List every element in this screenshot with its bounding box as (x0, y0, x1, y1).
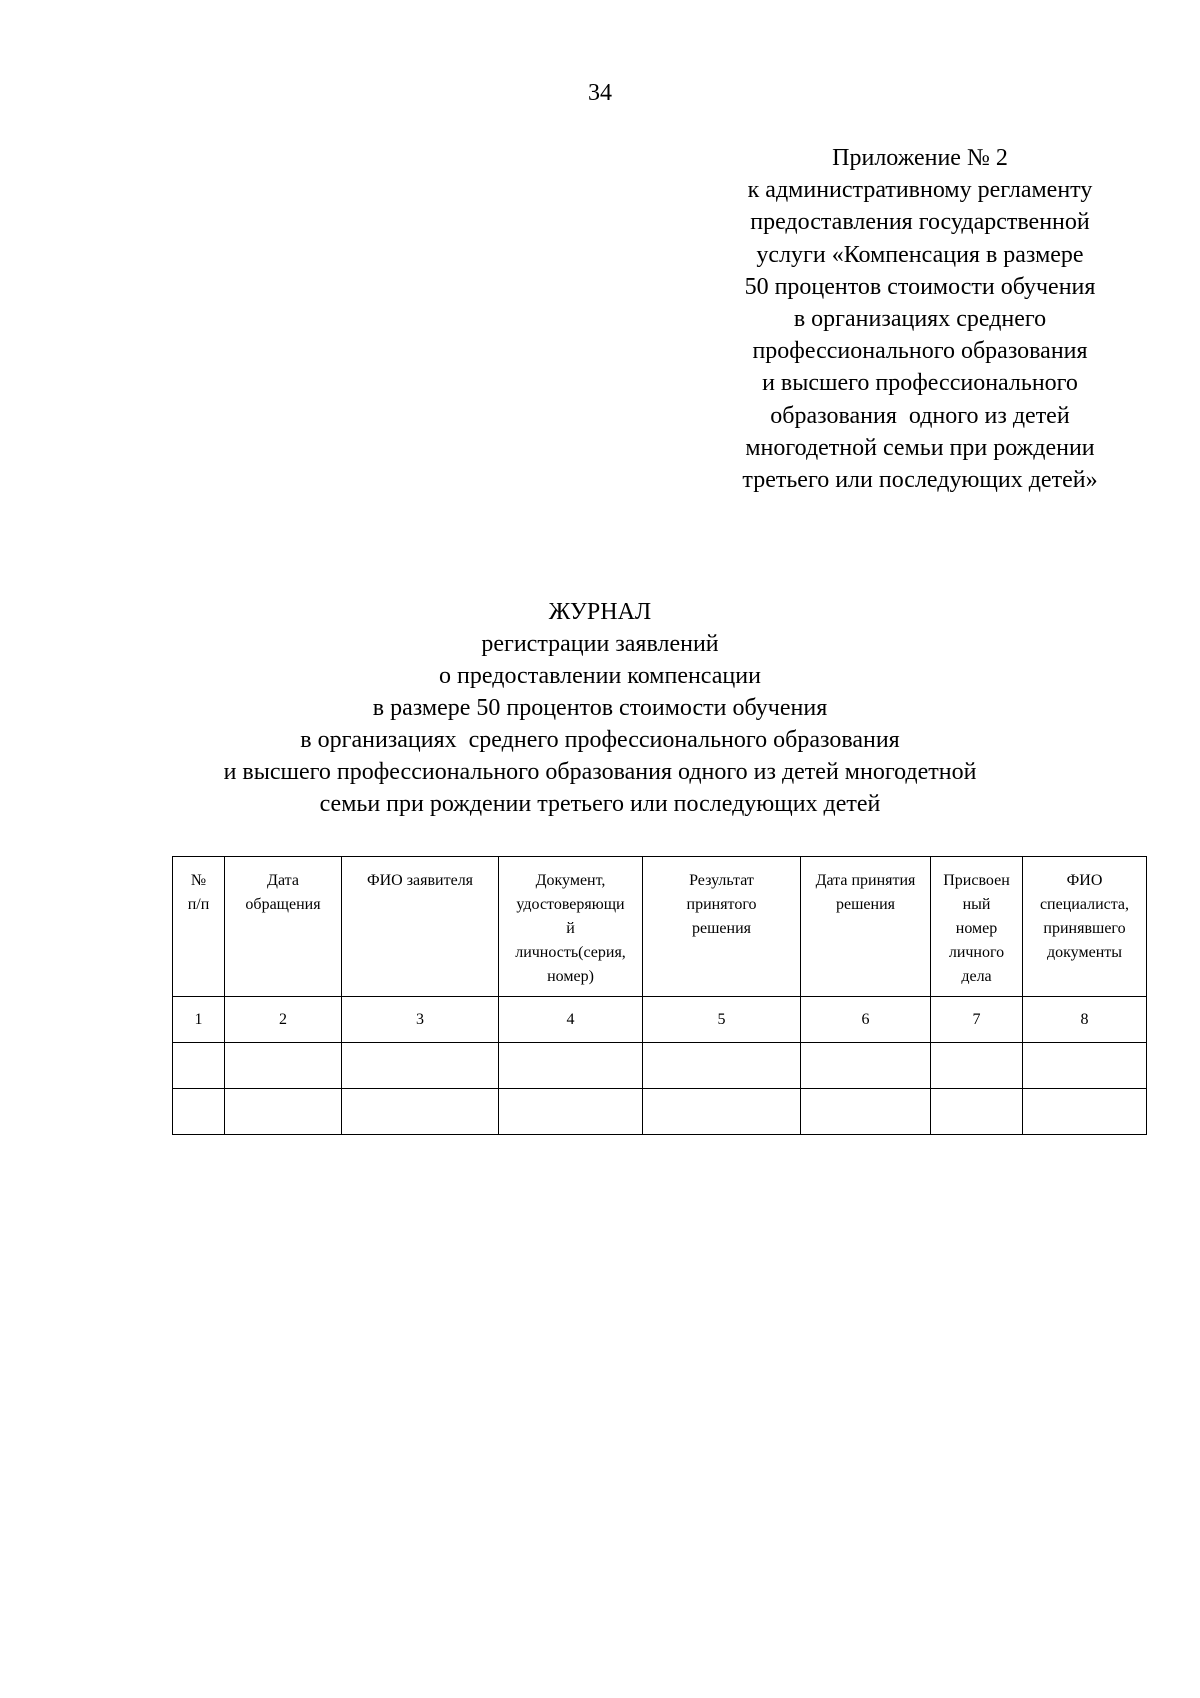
table-cell (1023, 1043, 1147, 1089)
journal-subtitle-line: о предоставлении компенсации (439, 663, 761, 689)
table-header-row (173, 857, 1147, 997)
column-number-cell: 8 (1023, 997, 1147, 1043)
column-number-cell: 1 (173, 997, 225, 1043)
table-cell (801, 1043, 931, 1089)
journal-title: ЖУРНАЛ (548, 599, 652, 625)
header-number: № п/п (173, 857, 225, 997)
appendix-line: образования одного из детей (770, 402, 1070, 429)
table-cell (499, 1089, 643, 1135)
table-cell (225, 1043, 342, 1089)
table-cell (931, 1043, 1023, 1089)
appendix-line: предоставления государственной (750, 209, 1090, 236)
table-cell (931, 1089, 1023, 1135)
appendix-line: 50 процентов стоимости обучения (744, 273, 1096, 300)
appendix-line: профессионального образования (752, 338, 1088, 365)
journal-subtitle-line: семьи при рождении третьего или последующих детей (319, 791, 881, 817)
table-cell (801, 1089, 931, 1135)
table-cell (499, 1043, 643, 1089)
table-cell (342, 1043, 499, 1089)
column-number-cell: 6 (801, 997, 931, 1043)
table-row (173, 1043, 1147, 1089)
journal-heading (0, 596, 1200, 820)
column-number-cell: 2 (225, 997, 342, 1043)
header-identity-document: Документ, удостоверяющи й личность(серия, номер) (499, 857, 643, 997)
appendix-line: Приложение № 2 (832, 145, 1008, 171)
header-case-number: Присвоен ный номер личного дела (931, 857, 1023, 997)
appendix-line: в организациях среднего (793, 306, 1047, 333)
table-cell (643, 1089, 801, 1135)
appendix-line: к административному регламенту (747, 177, 1093, 204)
header-application-date: Дата обращения (225, 857, 342, 997)
page-number: 34 (588, 80, 612, 106)
journal-subtitle-line: и высшего профессионального образования одного из детей многодетной (223, 759, 977, 785)
table-cell (173, 1089, 225, 1135)
journal-subtitle-line: регистрации заявлений (481, 631, 719, 657)
table-row (173, 1089, 1147, 1135)
appendix-line: третьего или последующих детей» (742, 467, 1098, 494)
table-cell (225, 1089, 342, 1135)
appendix-line: и высшего профессионального (762, 370, 1078, 397)
column-number-cell: 5 (643, 997, 801, 1043)
column-number-cell: 3 (342, 997, 499, 1043)
header-applicant-name: ФИО заявителя (342, 857, 499, 997)
table-cell (1023, 1089, 1147, 1135)
appendix-block (690, 142, 1150, 496)
table-cell (342, 1089, 499, 1135)
column-number-row (173, 997, 1147, 1043)
table-cell (173, 1043, 225, 1089)
journal-subtitle-line: в организациях среднего профессионального образования (300, 727, 900, 753)
header-decision-date: Дата принятия решения (801, 857, 931, 997)
registration-journal-table (172, 856, 1147, 1135)
appendix-line: услуги «Компенсация в размере (756, 241, 1084, 268)
journal-subtitle-line: в размере 50 процентов стоимости обучения (372, 695, 828, 721)
header-decision-result: Результат принятого решения (643, 857, 801, 997)
table-cell (643, 1043, 801, 1089)
column-number-cell: 7 (931, 997, 1023, 1043)
header-specialist-name: ФИО специалиста, принявшего документы (1023, 857, 1147, 997)
column-number-cell: 4 (499, 997, 643, 1043)
appendix-line: многодетной семьи при рождении (745, 434, 1095, 461)
